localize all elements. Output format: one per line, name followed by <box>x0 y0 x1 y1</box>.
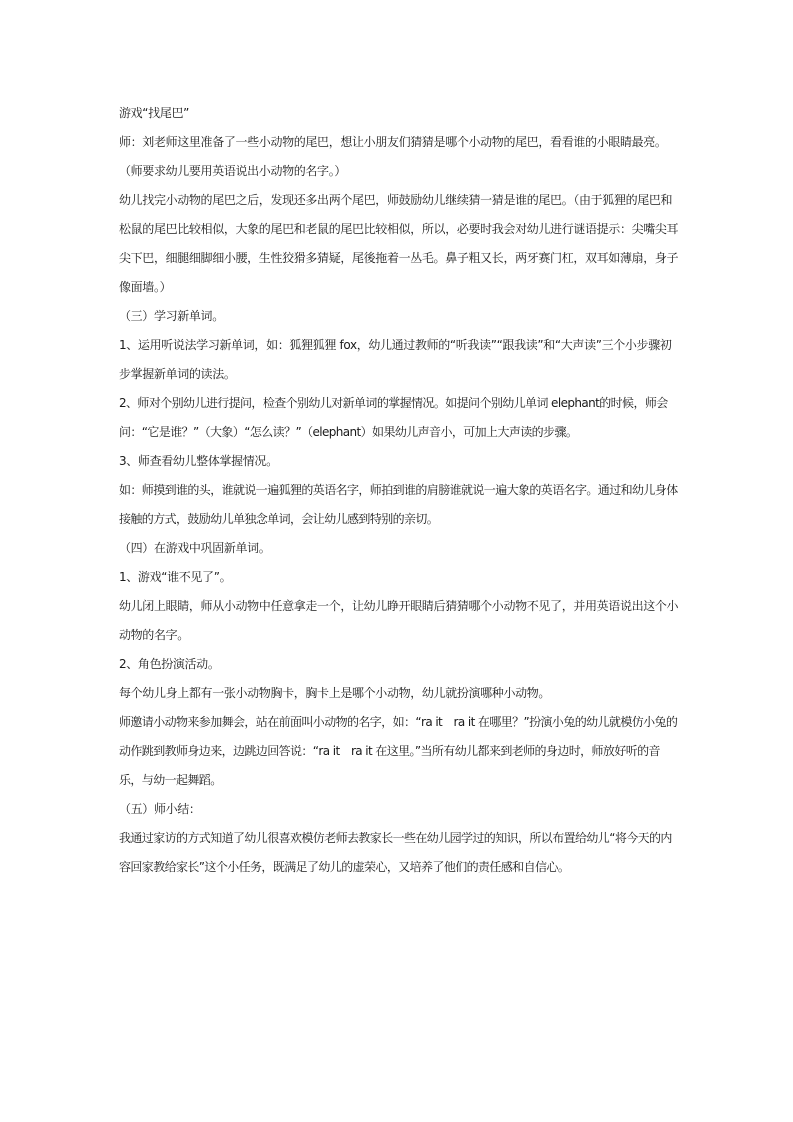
paragraph-riddle-hints: 幼儿找完小动物的尾巴之后，发现还多出两个尾巴，师鼓励幼儿继续猜一猜是谁的尾巴。（由于狐狸的尾巴和松鼠的尾巴比较相似，大象的尾巴和老鼠的尾巴比较相似，所以，必要时我会对幼儿进行谜语提示：尖嘴尖耳尖下巴，细腿细脚细小腰，生性狡猾多猜疑，尾後拖着一丛毛。鼻子粗又长，两牙赛门杠，双耳如薄扇，身子像面墙。） <box>119 193 679 294</box>
paragraph-step-3: 3、师查看幼儿整体掌握情况。 <box>119 454 278 468</box>
document-body <box>119 99 679 882</box>
paragraph-step-1: 1、运用听说法学习新单词，如：狐狸狐狸 fox，幼儿通过教师的“听我读”“跟我读”和“大声读”三个小步骤初步掌握新单词的读法。 <box>119 338 672 381</box>
paragraph-step-2: 2、师对个别幼儿进行提问，检查个别幼儿对新单词的掌握情况。如提问个别幼儿单词 elephant的时候，师会问：“它是谁？”（大象）“怎么读？”（elephant）如果幼儿声音小，可加上大声读的步骤。 <box>119 396 668 439</box>
section-heading-5: （五）师小结： <box>119 802 201 816</box>
section-heading-4: （四）在游戏中巩固新单词。 <box>119 541 271 555</box>
paragraph-role-play: 2、角色扮演活动。 <box>119 657 220 671</box>
paragraph-summary: 我通过家访的方式知道了幼儿很喜欢模仿老师去教家长一些在幼儿园学过的知识，所以布置给幼儿“将今天的内容回家教给家长”这个小任务，既满足了幼儿的虚荣心，又培养了他们的责任感和自信心。 <box>119 831 672 874</box>
section-heading-3: （三）学习新单词。 <box>119 309 224 323</box>
game-title: 游戏“找尾巴” <box>119 106 189 120</box>
paragraph-close-eyes: 幼儿闭上眼睛，师从小动物中任意拿走一个，让幼儿睁开眼睛后猜猜哪个小动物不见了，并用英语说出这个小动物的名字。 <box>119 599 679 642</box>
paragraph-chest-card: 每个幼儿身上都有一张小动物胸卡，胸卡上是哪个小动物，幼儿就扮演哪种小动物。 <box>119 686 551 700</box>
paragraph-teacher-tails: 师：刘老师这里准备了一些小动物的尾巴，想让小朋友们猜猜是哪个小动物的尾巴，看看谁的小眼睛最亮。（师要求幼儿要用英语说出小动物的名字。） <box>119 135 667 178</box>
paragraph-touch-game: 如：师摸到谁的头，谁就说一遍狐狸的英语名字，师拍到谁的肩膀谁就说一遍大象的英语名字。通过和幼儿身体接触的方式，鼓励幼儿单独念单词，会让幼儿感到特别的亲切。 <box>119 483 678 526</box>
paragraph-game-who-missing: 1、游戏“谁不见了”。 <box>119 570 232 584</box>
paragraph-dance-party: 师邀请小动物来参加舞会，站在前面叫小动物的名字，如：“ra it ra it 在哪里？”扮演小兔的幼儿就模仿小兔的动作跳到教师身边来，边跳边回答说：“ra it ra it 在这里。”当所有幼儿都来到老师的身边时，师放好听的音乐，与幼一起舞蹈。 <box>119 715 678 787</box>
